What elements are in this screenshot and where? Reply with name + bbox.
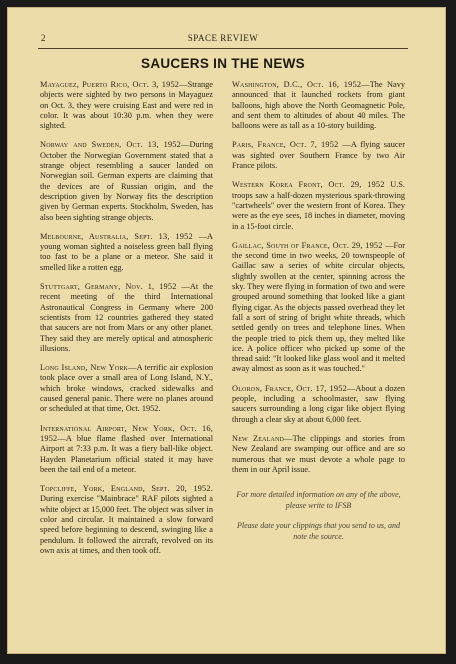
news-item [232,434,405,475]
footer-notes [232,489,405,542]
news-dateline: Western Korea Front, Oct. 29, 1952 [232,180,391,190]
news-dateline: Long Island, New York— [40,363,137,373]
news-dateline: Stuttgart, Germany, Nov. 1, 1952 — [40,282,190,292]
news-dateline: Oloron, France, Oct. 17, 1952— [232,383,356,393]
news-dateline: Melbourne, Australia, Sept. 13, 1952 [40,231,199,241]
news-item [40,80,213,131]
news-text: Strange objects were sighted by two persons in Mayaguez on Oct. 3, they were cruising East and were red in color. It was about 10:30 p.m. when they were sighted. [40,80,213,131]
news-item [232,80,405,131]
page-number: 2 [41,33,46,43]
news-text: —For the second time in two weeks, 20 townspeople of Gaillac saw a series of white circular objects, slightly swollen at the center, spinning across the sky. They were flying in formation of two and were grouped around something that looked like a giant flying cigar. As the objects passed overhead they let fall a sort of string of bright white threads, which settled gently on trees and telephone lines. When the people tried to pick them up, they melted like ice. A police officer who picked up some of the thread said: "It looked like glass wool and it melted away almost as soon as it was touched." [232,240,405,374]
news-item [232,241,405,375]
news-item [40,282,213,354]
news-text: During October the Norwegian Government stated that a strange object resembling a saucer landed on Norwegian soil. German experts are claiming that the devices are of Russian origin, and the description given by Norway fits the description given by German experts. Stockholm, Sweden, has also been sighting strange objects. [40,140,213,222]
news-item [232,384,405,425]
news-text: —A young woman sighted a noiseless green ball flying too fast to be a plane or a meteor. She said it smelled like a rotten egg. [40,231,213,272]
news-dateline: New Zealand— [232,433,293,443]
clippings-note: Please date your clippings that you send to us, and note the source. [236,521,401,542]
news-item [40,484,213,556]
news-dateline: Paris, France, Oct. 7, 1952 — [232,140,351,150]
page-header [38,32,408,46]
news-item [232,140,405,171]
news-item [40,424,213,475]
news-text: A flying saucer was sighted over Southern France by two Air France pilots. [232,140,405,171]
news-dateline: Gaillac, South of France, Oct. 29, 1952 [232,240,386,250]
news-text: U.S. troops saw a half-dozen mysterious spark-throwing "cartwheels" over the western front of Korea. They were as the eye sees, 18 inches in diameter, moving in a 15-foot circle. [232,180,405,231]
news-dateline: Norway and Sweden, Oct. 13, 1952— [40,140,190,150]
news-text: During exercise "Mainbrace" RAF pilots sighted a white object at 15,000 feet. The object was silver in color and circular. It maintained a slow forward speed before beginning to descend, swinging like a pendulum. It followed the aircraft, revolved on its own axis at times, and then took off. [40,494,213,555]
running-title: SPACE REVIEW [187,33,259,43]
news-item [232,180,405,231]
right-column [232,80,405,551]
news-text: The Navy announced that it launched rockets from giant balloons, high above the North Geomagnetic Pole, and sent them to altitudes of about 40 miles. The balloons were as tall as a 10-story building. [232,80,405,131]
news-text: A blue flame flashed over International Airport at 7:33 p.m. It was a fiery ball-like object. Hayden Planetarium official stated it may have been the tail end of a meteor. [40,433,213,474]
news-text: The clippings and stories from New Zealand are swamping our office and are so numerous that we must devote a whole page to them in our April issue. [232,433,405,474]
contact-note: For more detailed information on any of the above, please write to IFSB [236,490,401,511]
news-text: At the recent meeting of the third International Astronautical Congress in Germany where 200 scientists from 12 countries gathered they stated that saucers are not from Mars or any other planet. They said they are merely optical and atmospheric illusions. [40,282,213,353]
news-dateline: Topcliffe, York, England, Sept. 20, 1952. [40,484,213,494]
header-rule [38,48,408,49]
news-item [40,140,213,222]
news-text: A terrific air explosion took place over a small area of Long Island, N.Y., which broke windows, cracked sidewalks and caused general panic. There were no planes around or scheduled at that time, Oct. 1952. [40,363,213,414]
news-dateline: Washington, D.C., Oct. 16, 1952— [232,80,370,89]
news-dateline: Mayaguez, Puerto Rico, Oct. 3, 1952— [40,80,188,89]
news-dateline: International Airport, New York, Oct. 16, 1952— [40,423,213,443]
news-item [40,232,213,273]
article-title: SAUCERS IN THE NEWS [141,56,305,71]
left-column [40,80,213,565]
news-text: About a dozen people, including a schoolmaster, saw flying saucers surrounding a long cigar like object flying through a clear sky at about 6,000 feet. [232,383,405,424]
news-item [40,363,213,414]
